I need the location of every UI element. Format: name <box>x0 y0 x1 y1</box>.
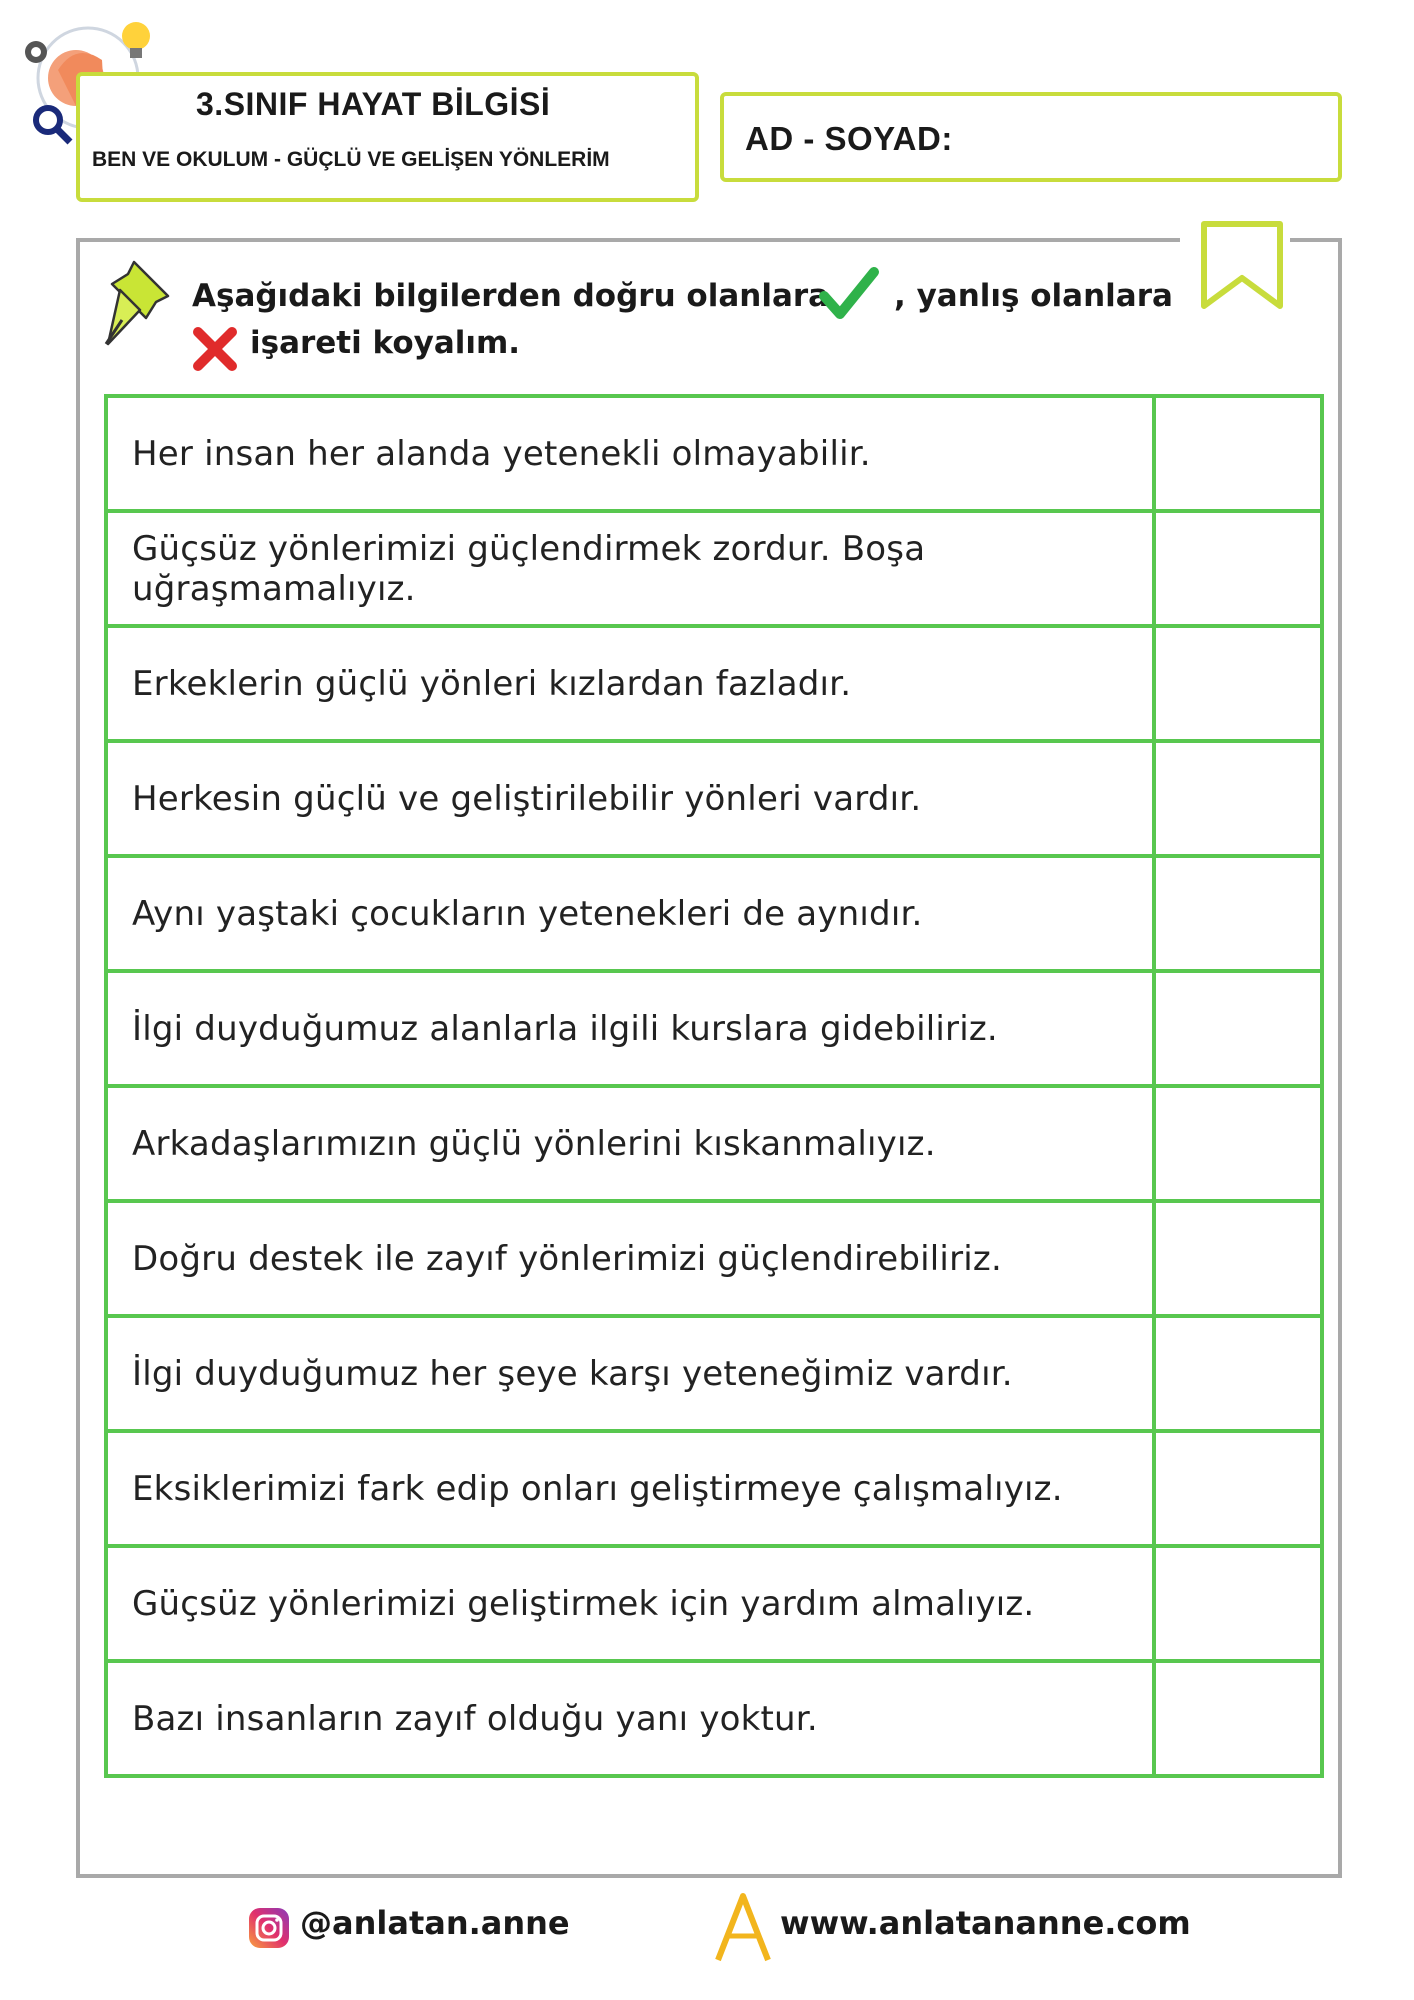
table-row <box>106 1661 1322 1776</box>
answer-cell[interactable] <box>1154 1661 1322 1776</box>
answer-cell[interactable] <box>1154 856 1322 971</box>
instagram-handle[interactable]: @anlatan.anne <box>300 1904 570 1942</box>
table-row <box>106 1431 1322 1546</box>
website-link[interactable]: www.anlatananne.com <box>780 1904 1191 1942</box>
letter-a-logo <box>712 1892 774 1962</box>
statement-text: Her insan her alanda yetenekli olmayabilir. <box>106 396 1154 511</box>
instruction-text-1: Aşağıdaki bilgilerden doğru olanlara <box>192 278 830 314</box>
table-row <box>106 741 1322 856</box>
instagram-icon[interactable] <box>247 1906 291 1950</box>
answer-cell[interactable] <box>1154 741 1322 856</box>
table-row <box>106 1546 1322 1661</box>
statement-text: Bazı insanların zayıf olduğu yanı yoktur. <box>106 1661 1154 1776</box>
answer-cell[interactable] <box>1154 1316 1322 1431</box>
bookmark-icon <box>1198 220 1286 312</box>
statement-text: Arkadaşlarımızın güçlü yönlerini kıskanmalıyız. <box>106 1086 1154 1201</box>
statement-text: İlgi duyduğumuz alanlarla ilgili kurslara gidebiliriz. <box>106 971 1154 1086</box>
table-row <box>106 1201 1322 1316</box>
statement-text: Erkeklerin güçlü yönleri kızlardan fazladır. <box>106 626 1154 741</box>
statement-text: Aynı yaştaki çocukların yetenekleri de aynıdır. <box>106 856 1154 971</box>
table-row <box>106 1316 1322 1431</box>
page-subtitle: BEN VE OKULUM - GÜÇLÜ VE GELİŞEN YÖNLERİM <box>92 148 610 171</box>
instruction-text-2: , yanlış olanlara <box>894 278 1173 314</box>
answer-cell[interactable] <box>1154 511 1322 626</box>
statement-text: Herkesin güçlü ve geliştirilebilir yönleri vardır. <box>106 741 1154 856</box>
pushpin-icon <box>98 256 174 348</box>
answer-cell[interactable] <box>1154 971 1322 1086</box>
answer-cell[interactable] <box>1154 1546 1322 1661</box>
table-row <box>106 511 1322 626</box>
statement-text: İlgi duyduğumuz her şeye karşı yeteneğimiz vardır. <box>106 1316 1154 1431</box>
statement-text: Eksiklerimizi fark edip onları geliştirmeye çalışmalıyız. <box>106 1431 1154 1546</box>
answer-cell[interactable] <box>1154 1431 1322 1546</box>
statement-table <box>104 394 1324 1778</box>
answer-cell[interactable] <box>1154 396 1322 511</box>
instruction-text-3: işareti koyalım. <box>250 325 521 361</box>
answer-cell[interactable] <box>1154 1086 1322 1201</box>
statement-text: Doğru destek ile zayıf yönlerimizi güçlendirebiliriz. <box>106 1201 1154 1316</box>
table-row <box>106 626 1322 741</box>
name-label: AD - SOYAD: <box>745 120 953 157</box>
page-title: 3.SINIF HAYAT BİLGİSİ <box>196 86 551 122</box>
answer-cell[interactable] <box>1154 626 1322 741</box>
answer-cell[interactable] <box>1154 1201 1322 1316</box>
cross-icon <box>190 324 240 374</box>
table-row <box>106 971 1322 1086</box>
checkmark-icon <box>818 266 880 324</box>
table-row <box>106 1086 1322 1201</box>
table-row <box>106 856 1322 971</box>
statement-text: Güçsüz yönlerimizi güçlendirmek zordur. Boşa uğraşmamalıyız. <box>106 511 1154 626</box>
table-row <box>106 396 1322 511</box>
statement-text: Güçsüz yönlerimizi geliştirmek için yardım almalıyız. <box>106 1546 1154 1661</box>
